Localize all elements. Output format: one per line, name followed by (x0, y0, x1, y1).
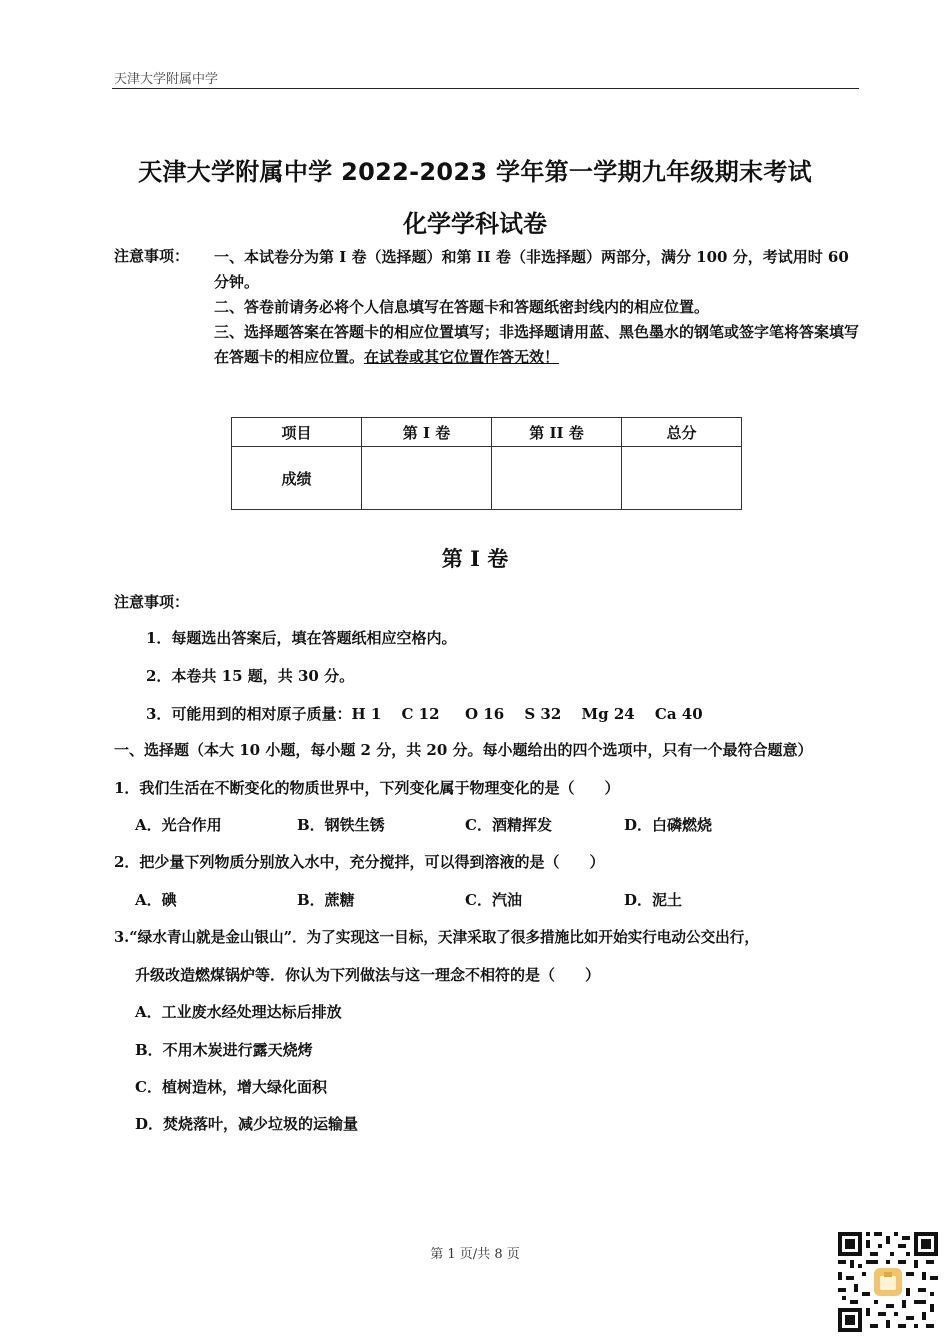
notice-item-2: 二、答卷前请务必将个人信息填写在答题卡和答题纸密封线内的相应位置。 (214, 298, 710, 316)
score-header-vol1: 第 I 卷 (362, 418, 492, 447)
question-3-stem-line-2: 升级改造燃煤锅炉等．你认为下列做法与这一理念不相符的是（ ） (135, 966, 601, 984)
score-table-header-row (232, 418, 742, 447)
question-1-stem: 1．我们生活在不断变化的物质世界中，下列变化属于物理变化的是（ ） (114, 779, 620, 797)
score-cell-vol2[interactable] (492, 447, 622, 510)
qr-code-graphic (836, 1230, 940, 1334)
question-1-option-c: C．酒精挥发 (465, 816, 552, 834)
exam-title: 天津大学附属中学 2022-2023 学年第一学期九年级期末考试 (138, 158, 812, 186)
running-header: 天津大学附属中学 (114, 72, 219, 87)
notice-item-3-text: 三、选择题答案在答题卡的相应位置填写；非选择题请用蓝、黑色墨水的钢笔或签字笔将答案填写在答题卡的相应位置。 (214, 323, 860, 366)
exam-subtitle: 化学学科试卷 (403, 210, 547, 238)
volume-rule-2: 2．本卷共 15 题，共 30 分。 (146, 667, 355, 685)
notice-item-3-warning: 在试卷或其它位置作答无效！ (364, 348, 560, 366)
volume-rule-1: 1．每题选出答案后，填在答题纸相应空格内。 (146, 629, 457, 647)
score-header-total: 总分 (622, 418, 742, 447)
question-3-option-d: D．焚烧落叶，减少垃圾的运输量 (135, 1115, 359, 1133)
question-3-option-b: B．不用木炭进行露天烧烤 (135, 1041, 313, 1059)
question-3-option-a: A．工业废水经处理达标后排放 (135, 1003, 342, 1021)
notice-item-3 (214, 320, 862, 370)
question-2-stem: 2．把少量下列物质分别放入水中，充分搅拌，可以得到溶液的是（ ） (114, 853, 605, 871)
score-cell-vol1[interactable] (362, 447, 492, 510)
score-table (231, 417, 742, 510)
question-3-option-c: C．植树造林，增大绿化面积 (135, 1078, 327, 1096)
question-2-option-d: D．泥土 (624, 891, 683, 909)
header-rule (112, 88, 859, 89)
question-1-option-d: D．白磷燃烧 (624, 816, 713, 834)
question-1-option-a: A．光合作用 (135, 816, 222, 834)
question-2-option-b: B．蔗糖 (297, 891, 355, 909)
score-cell-total[interactable] (622, 447, 742, 510)
page-number: 第 1 页/共 8 页 (430, 1247, 520, 1262)
score-table-row (232, 447, 742, 510)
notice-item-1: 一、本试卷分为第 I 卷（选择题）和第 II 卷（非选择题）两部分，满分 100 分，考试用时 60 分钟。 (214, 248, 849, 291)
notice-label: 注意事项： (114, 247, 190, 265)
question-2-option-a: A．碘 (135, 891, 177, 909)
question-3-stem-line-1: 3.“绿水青山就是金山银山”．为了实现这一目标，天津采取了很多措施比如开始实行电动公交出行， (114, 929, 759, 946)
question-2-option-c: C．汽油 (465, 891, 522, 909)
question-1-option-b: B．钢铁生锈 (297, 816, 385, 834)
qr-code-icon (836, 1230, 940, 1334)
score-row-label: 成绩 (232, 447, 362, 510)
section-heading: 一、选择题（本大 10 小题，每小题 2 分，共 20 分。每小题给出的四个选项中，只有一个最符合题意） (114, 741, 813, 759)
score-header-vol2: 第 II 卷 (492, 418, 622, 447)
volume-title: 第 I 卷 (441, 546, 509, 571)
volume-rule-3: 3．可能用到的相对原子质量：H 1 C 12 O 16 S 32 Mg 24 Ca 40 (146, 705, 703, 723)
score-header-item: 项目 (232, 418, 362, 447)
volume-notice-label: 注意事项： (114, 593, 190, 611)
